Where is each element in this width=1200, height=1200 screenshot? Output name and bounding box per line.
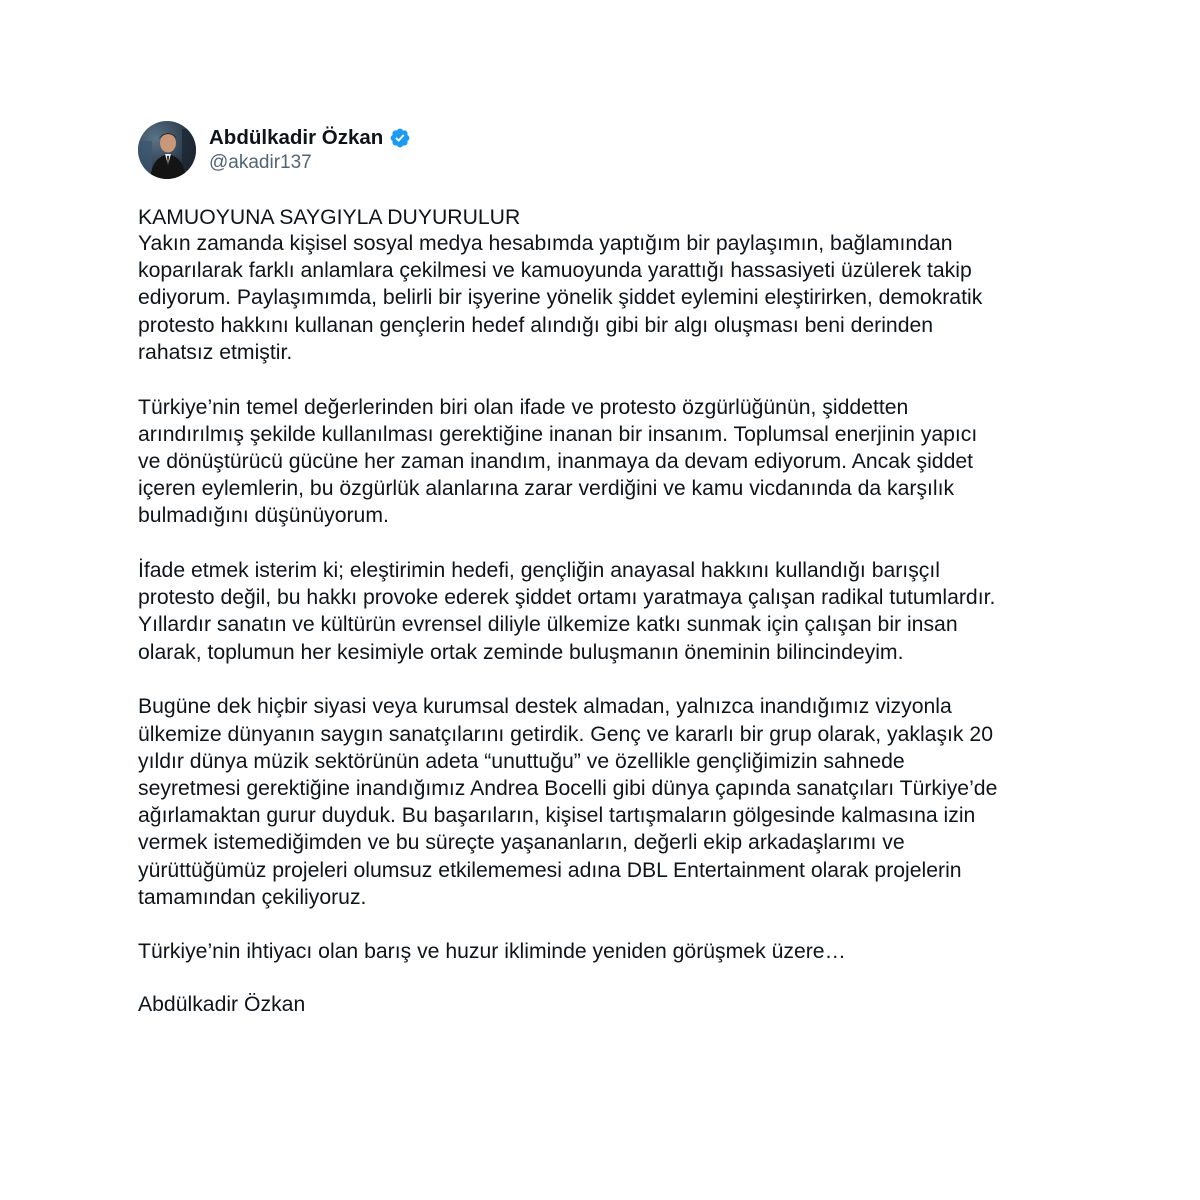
post-closing: Türkiye’nin ihtiyacı olan barış ve huzur ikliminde yeniden görüşmek üzere… xyxy=(138,940,846,964)
post-paragraph-line: İfade etmek isterim ki; eleştirimin hedefi, gençliğin anayasal hakkını kullandığı barışçıl xyxy=(138,559,940,583)
author-display-name[interactable]: Abdülkadir Özkan xyxy=(209,126,384,149)
post-paragraph-line: ediyorum. Paylaşımımda, belirli bir işyerine yönelik şiddet eylemini eleştirirken, demokratik xyxy=(138,286,983,310)
post-paragraph-line: Türkiye’nin temel değerlerinden biri olan ifade ve protesto özgürlüğünün, şiddetten xyxy=(138,395,909,419)
post-paragraph-line: ve dönüştürücü gücüne her zaman inandım, inanmaya da devam ediyorum. Ancak şiddet xyxy=(138,449,974,473)
author-names xyxy=(209,125,411,175)
post-paragraph xyxy=(138,693,1078,911)
post-header xyxy=(138,118,1078,182)
post-title: KAMUOYUNA SAYGIYLA DUYURULUR xyxy=(138,206,521,229)
post-paragraph-line: yürüttüğümüz projeleri olumsuz etkilememesi adına DBL Entertainment olarak projelerin xyxy=(138,858,962,882)
post-paragraph-line: Bugüne dek hiçbir siyasi veya kurumsal destek almadan, yalnızca inandığımız vizyonla xyxy=(138,695,952,719)
post-paragraph xyxy=(138,394,1078,530)
post-paragraph-line: yıldır dünya müzik sektörünün adeta “unuttuğu” ve özellikle gençliğimizin sahnede xyxy=(138,749,905,773)
post-paragraph-line: ağırlamaktan gurur duyduk. Bu başarıların, kişisel tartışmaların gölgesinde kalmasına izin xyxy=(138,804,976,828)
post-paragraph-line: protesto değil, bu hakkı provoke ederek şiddet ortamı yaratmaya çalışan radikal tutumlardır. xyxy=(138,586,996,610)
post-body xyxy=(138,206,1078,1018)
post-paragraph-line: içeren eylemlerin, bu özgürlük alanlarına zarar verdiğini ve kamu vicdanında da karşılık xyxy=(138,477,955,501)
post-card xyxy=(138,118,1078,1018)
post-paragraph xyxy=(138,557,1078,666)
post-paragraph-line: olarak, toplumun her kesimiyle ortak zeminde buluşmanın öneminin bilincindeyim. xyxy=(138,640,904,664)
verified-badge-icon xyxy=(389,127,411,149)
author-handle[interactable]: @akadir137 xyxy=(209,152,312,173)
post-paragraph-line: protesto hakkını kullanan gençlerin hedef alındığı gibi bir algı oluşması beni derinden xyxy=(138,313,934,337)
post-paragraph-line: Yakın zamanda kişisel sosyal medya hesabımda yaptığım bir paylaşımın, bağlamından xyxy=(138,232,953,255)
post-paragraph-line: arındırılmış şekilde kullanılması gerektiğine inanan bir insanım. Toplumsal enerjinin yapıcı xyxy=(138,422,978,446)
post-paragraph-line: Yıllardır sanatın ve kültürün evrensel diliyle ülkemize katkı sunmak için çalışan bir insan xyxy=(138,613,958,637)
post-paragraph-line: bulmadığını düşünüyorum. xyxy=(138,504,389,528)
post-paragraph-line: vermek istemediğimden ve bu süreçte yaşananların, değerli ekip arkadaşlarımı ve xyxy=(138,831,905,855)
post-paragraph-line: seyretmesi gerektiğine inandığımız Andrea Bocelli gibi dünya çapında sanatçıları Türkiye’de xyxy=(138,776,998,800)
post-signature: Abdülkadir Özkan xyxy=(138,993,306,1017)
avatar[interactable] xyxy=(138,121,196,179)
profile-photo-image xyxy=(138,121,196,179)
post-paragraphs xyxy=(138,230,1078,911)
post-paragraph-line: rahatsız etmiştir. xyxy=(138,340,293,364)
name-row xyxy=(209,125,411,151)
post-paragraph xyxy=(138,230,1078,366)
post-paragraph-line: ülkemize dünyanın saygın sanatçılarını getirdik. Genç ve kararlı bir grup olarak, yaklaşık 20 xyxy=(138,722,993,746)
post-paragraph-line: koparılarak farklı anlamlara çekilmesi ve kamuoyunda yarattığı hassasiyeti üzülerek takip xyxy=(138,259,972,283)
post-paragraph-line: tamamından çekiliyoruz. xyxy=(138,885,367,909)
